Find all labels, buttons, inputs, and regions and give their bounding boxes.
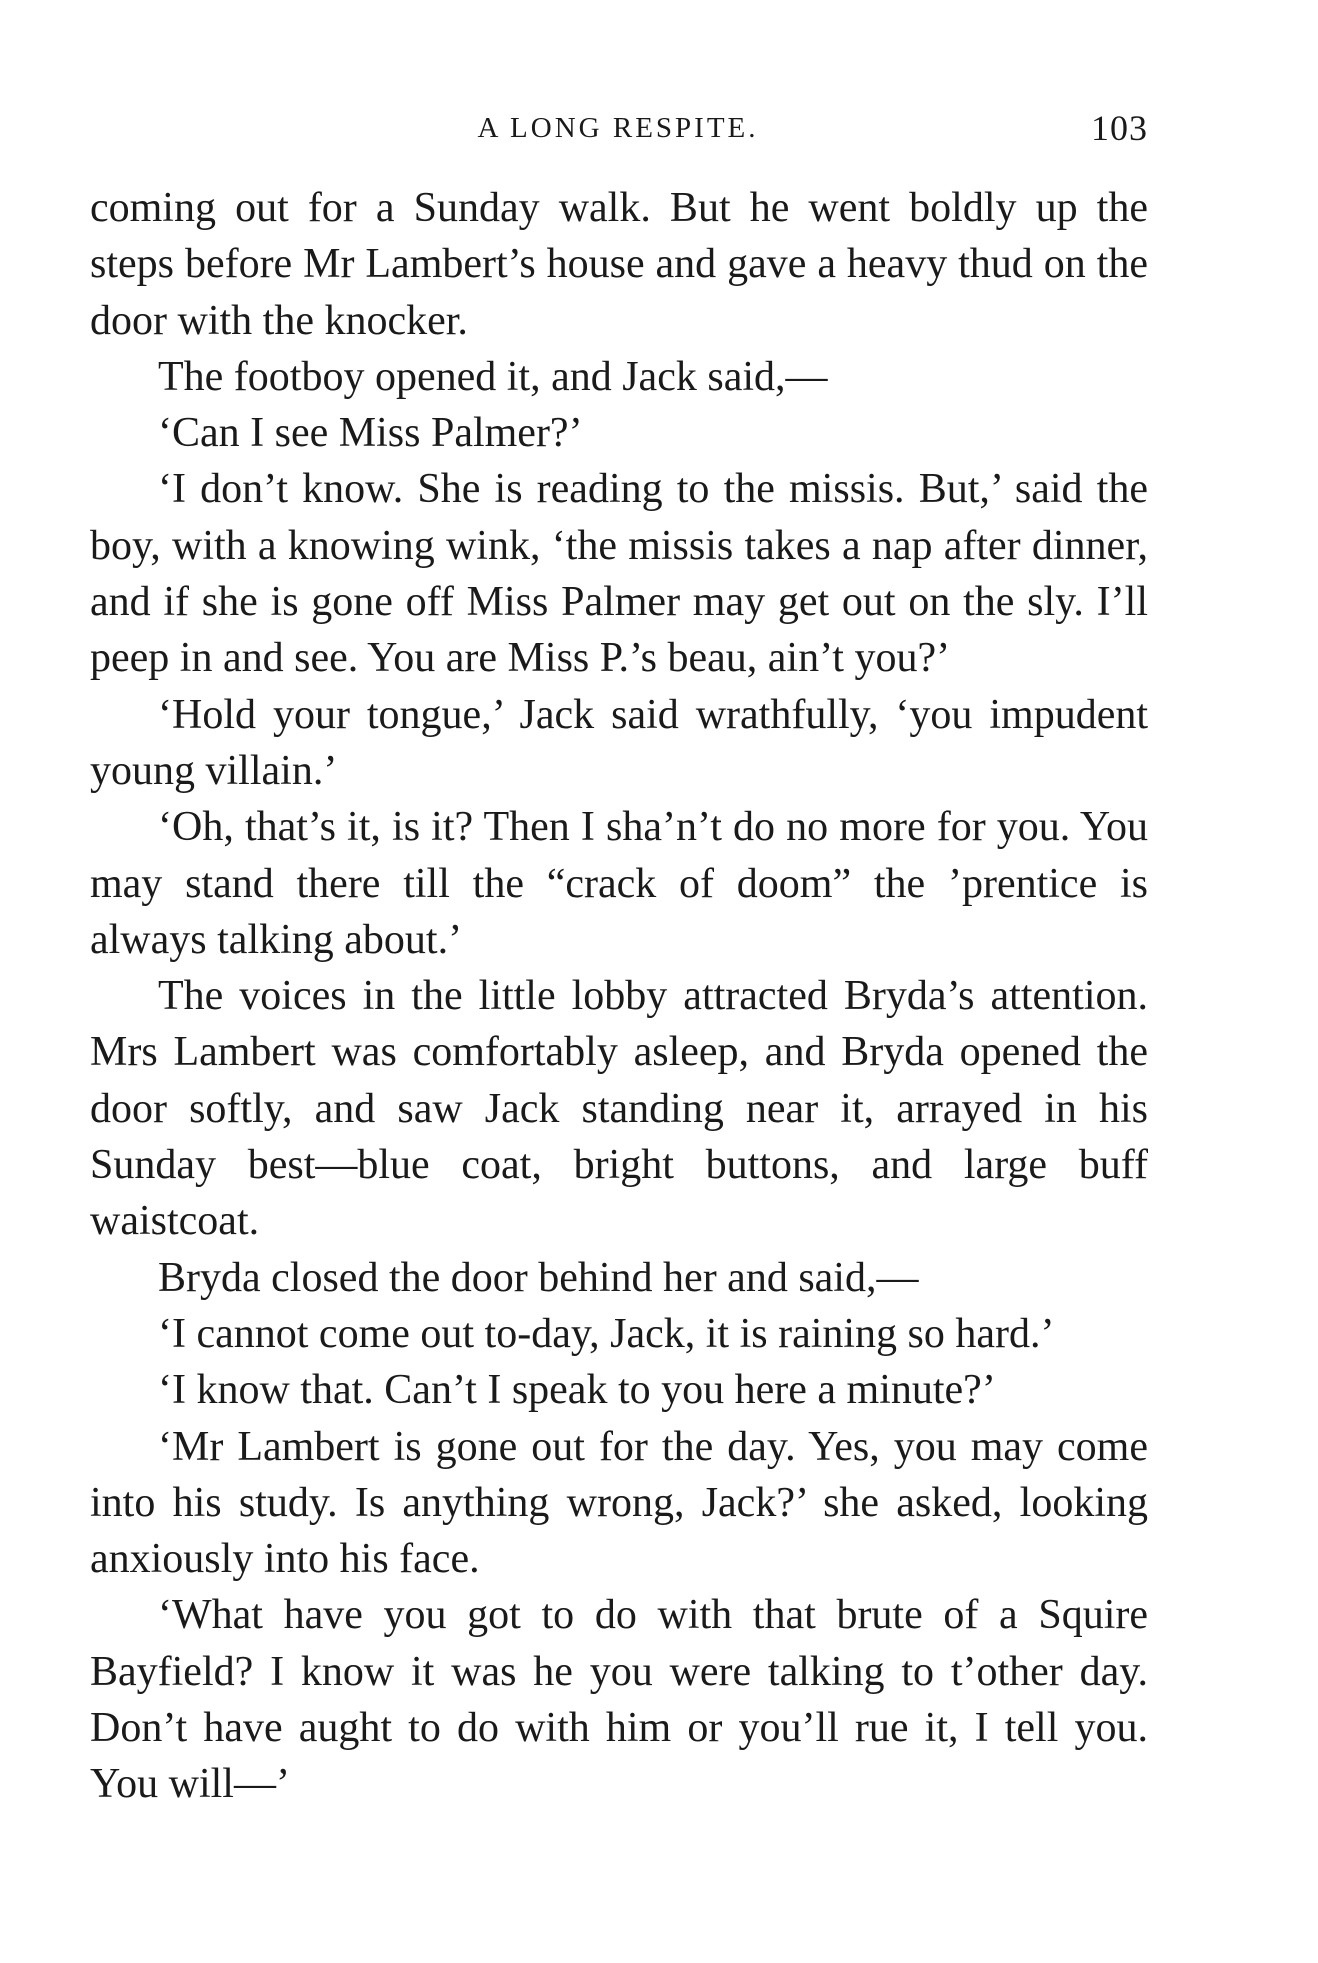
paragraph: Bryda closed the door behind her and said,— (158, 1254, 919, 1301)
body-text (90, 180, 1148, 1813)
paragraph: coming out for a Sunday walk. But he went boldly up the steps before Mr Lambert’s house and gave a heavy thud on the door with the knocker. (90, 185, 1148, 344)
paragraph: The footboy opened it, and Jack said,— (158, 353, 828, 400)
paragraph: The voices in the little lobby attracted Bryda’s attention. Mrs Lambert was comfortably asleep, and Bryda opened the door softly, and saw Jack standing near it, arrayed in his Sunday best—blue coat, bright buttons, and large buff waistcoat. (90, 973, 1148, 1245)
paragraph: ‘Can I see Miss Palmer?’ (158, 410, 583, 457)
paragraph: ‘Mr Lambert is gone out for the day. Yes, you may come into his study. Is anything wrong, Jack?’ she asked, looking anxiously into his face. (90, 1423, 1148, 1583)
paragraph: ‘Oh, that’s it, is it? Then I sha’n’t do no more for you. You may stand there till the “crack of doom” the ’prentice is always talking about.’ (90, 804, 1148, 963)
running-head (88, 108, 1148, 148)
paragraph: ‘I know that. Can’t I speak to you here a minute?’ (158, 1367, 996, 1414)
paragraph: ‘I don’t know. She is reading to the missis. But,’ said the boy, with a knowing wink, ‘the missis takes a nap after dinner, and if she is gone off Miss Palmer may get out on the sly. I’ll peep in and see. You are Miss P.’s beau, ain’t you?’ (90, 466, 1148, 682)
running-title: A LONG RESPITE. (477, 112, 759, 144)
paragraph: ‘Hold your tongue,’ Jack said wrathfully, ‘you impudent young villain.’ (90, 691, 1148, 794)
paragraph: ‘I cannot come out to-day, Jack, it is raining so hard.’ (158, 1310, 1055, 1357)
page-number: 103 (1091, 108, 1148, 148)
paragraph: ‘What have you got to do with that brute of a Squire Bayfield? I know it was he you were talking to t’other day. Don’t have aught to do with him or you’ll rue it, I tell you. You will—’ (90, 1592, 1148, 1808)
